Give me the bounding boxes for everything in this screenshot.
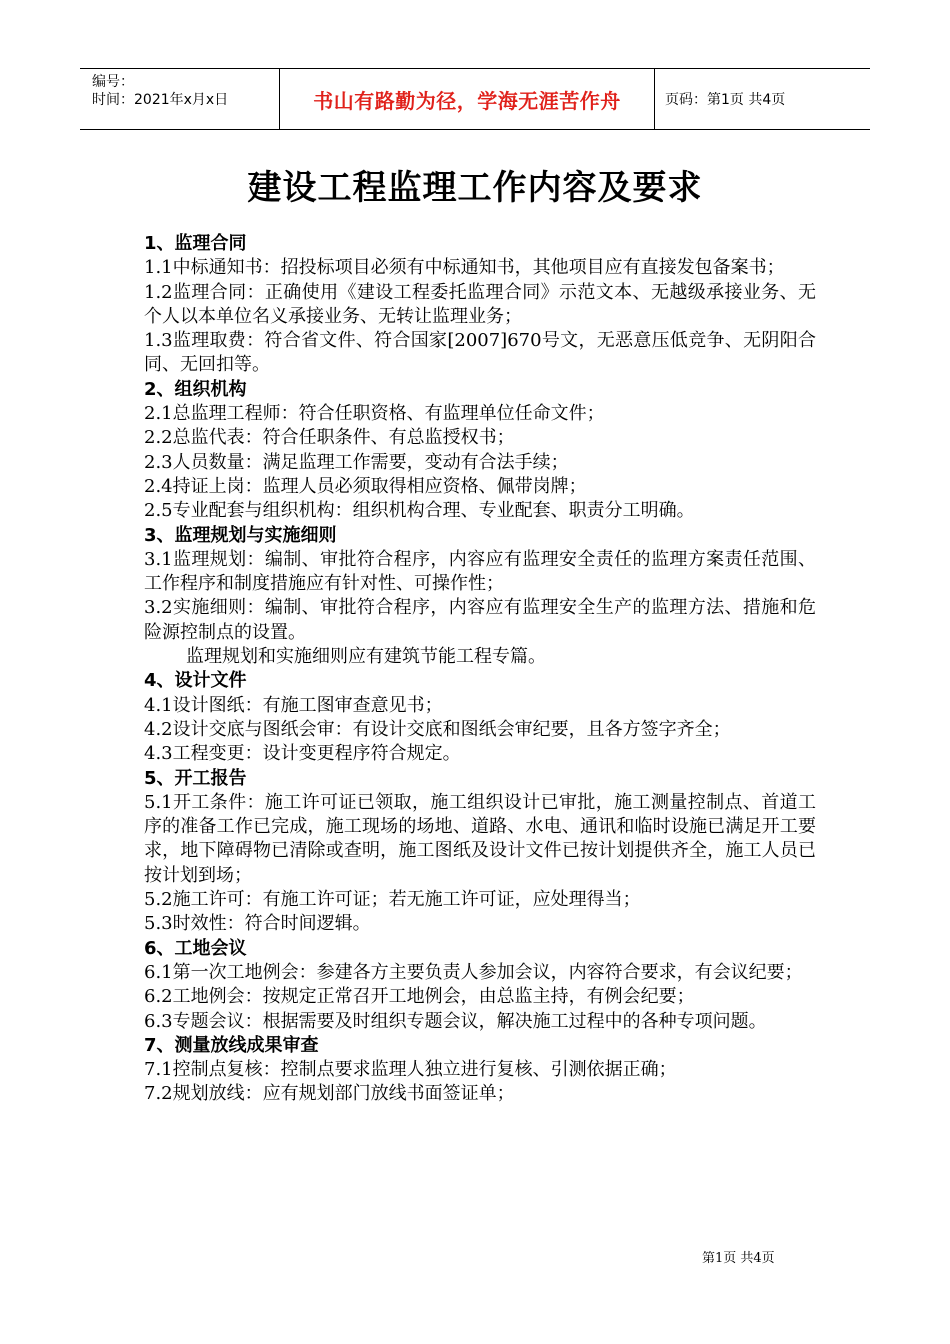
clause-text: 5.3时效性：符合时间逻辑。 xyxy=(144,913,371,935)
clause-text: 3.2实施细则：编制、审批符合程序，内容应有监理安全生产的监理方法、措施和危险源控制点的设置。 xyxy=(144,597,816,643)
clause-text: 2.3人员数量：满足监理工作需要，变动有合法手续； xyxy=(144,451,569,473)
clause-text: 1.3监理取费：符合省文件、符合国家[2007]670号文，无恶意压低竞争、无阴阳合同、无回扣等。 xyxy=(144,330,816,376)
clause-text: 2.5专业配套与组织机构：组织机构合理、专业配套、职责分工明确。 xyxy=(144,500,695,522)
clause-text: 监理规划和实施细则应有建筑节能工程专篇。 xyxy=(186,646,546,668)
clause-text: 4.1设计图纸：有施工图审查意见书； xyxy=(144,694,443,716)
section-heading: 6、工地会议 xyxy=(144,937,247,959)
clause-text: 2.2总监代表：符合任职条件、有总监授权书； xyxy=(144,427,515,449)
clause-text: 7.1控制点复核：控制点要求监理人独立进行复核、引测依据正确； xyxy=(144,1059,677,1081)
document-date: 时间：2021年x月x日 xyxy=(92,92,229,108)
clause-text: 1.2监理合同：正确使用《建设工程委托监理合同》示范文本、无越级承接业务、无个人以本单位名义承接业务、无转让监理业务； xyxy=(144,281,816,327)
header-meta xyxy=(80,69,280,129)
clause-text: 4.2设计交底与图纸会审：有设计交底和图纸会审纪要，且各方签字齐全； xyxy=(144,718,731,740)
section-heading: 7、测量放线成果审查 xyxy=(144,1034,319,1056)
clause-text: 1.1中标通知书：招投标项目必须有中标通知书，其他项目应有直接发包备案书； xyxy=(144,257,785,279)
document-title: 建设工程监理工作内容及要求 xyxy=(247,168,703,208)
page-header xyxy=(80,68,870,130)
header-page-number: 页码：第1页 共4页 xyxy=(665,92,786,108)
section-heading: 4、设计文件 xyxy=(144,670,247,692)
clause-text: 6.2工地例会：按规定正常召开工地例会，由总监主持，有例会纪要； xyxy=(144,986,695,1008)
clause-text: 5.2施工许可：有施工许可证；若无施工许可证，应处理得当； xyxy=(144,889,641,911)
section-heading: 5、开工报告 xyxy=(144,767,247,789)
clause-text: 4.3工程变更：设计变更程序符合规定。 xyxy=(144,743,461,765)
clause-text: 3.1监理规划：编制、审批符合程序，内容应有监理安全责任的监理方案责任范围、工作程序和制度措施应有针对性、可操作性； xyxy=(144,548,816,595)
section-heading: 2、组织机构 xyxy=(144,378,247,400)
document-body xyxy=(144,232,816,1107)
clause-text: 2.1总监理工程师：符合任职资格、有监理单位任命文件； xyxy=(144,403,605,425)
clause-text: 7.2规划放线：应有规划部门放线书面签证单； xyxy=(144,1083,515,1105)
header-motto: 书山有路勤为径，学海无涯苦作舟 xyxy=(280,69,655,129)
section-heading: 1、监理合同 xyxy=(144,233,247,254)
footer-page-number: 第1页 共4页 xyxy=(702,1251,775,1266)
document-number: 编号： xyxy=(92,74,134,90)
clause-text: 6.3专题会议：根据需要及时组织专题会议，解决施工过程中的各种专项问题。 xyxy=(144,1010,767,1032)
section-heading: 3、监理规划与实施细则 xyxy=(144,524,337,546)
clause-text: 5.1开工条件：施工许可证已领取，施工组织设计已审批，施工测量控制点、首道工序的准备工作已完成，施工现场的场地、道路、水电、通讯和临时设施已满足开工要求，地下障碍物已清除或查明，施工图纸及设计文件已按计划提供齐全，施工人员已按计划到场； xyxy=(144,791,816,886)
clause-text: 2.4持证上岗：监理人员必须取得相应资格、佩带岗牌； xyxy=(144,475,587,497)
clause-text: 6.1第一次工地例会：参建各方主要负责人参加会议，内容符合要求，有会议纪要； xyxy=(144,961,803,983)
